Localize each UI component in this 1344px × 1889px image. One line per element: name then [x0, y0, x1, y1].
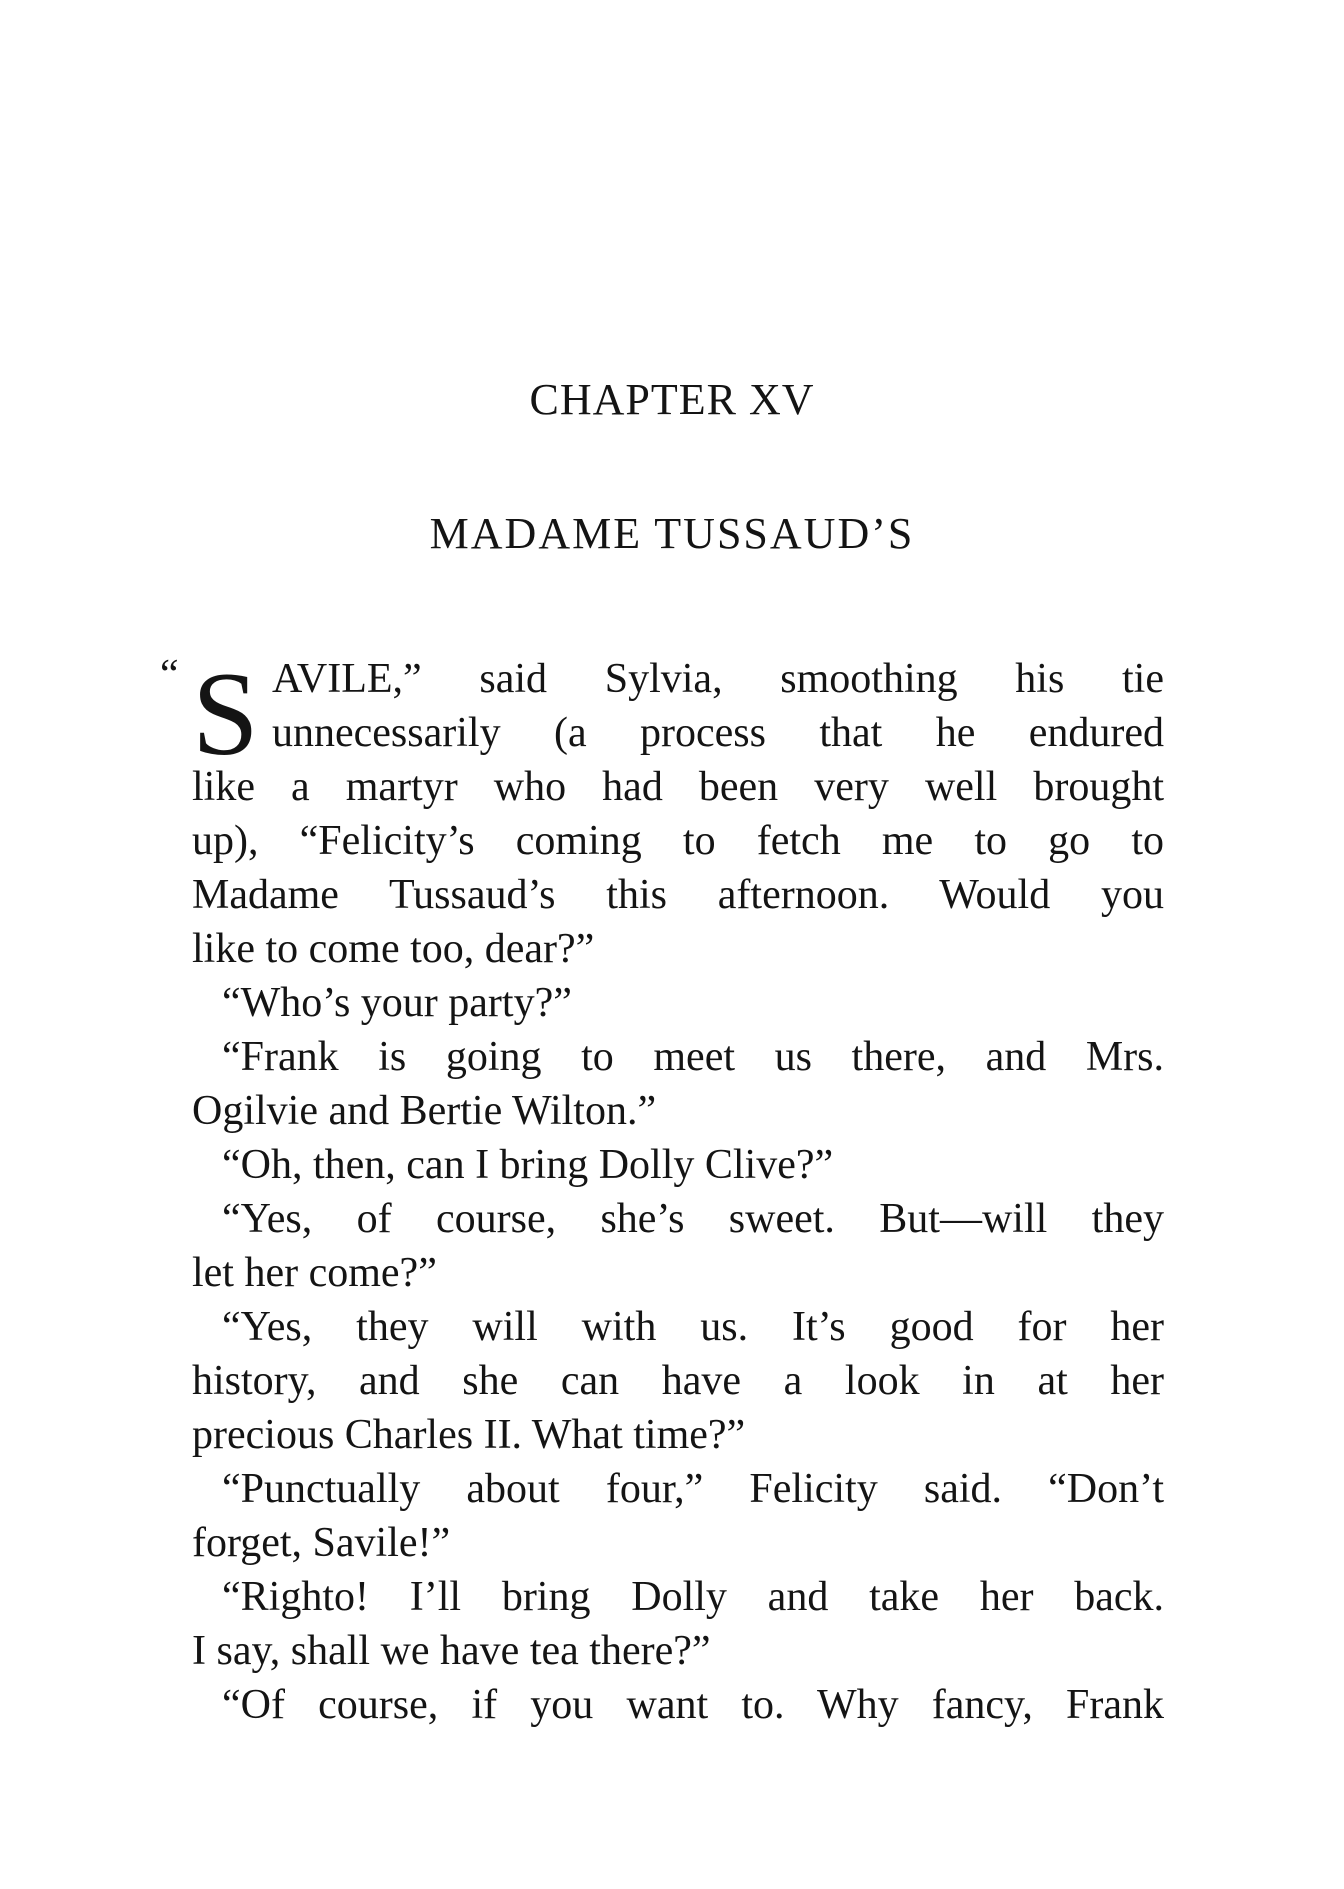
text-line-10: “Oh, then, can I bring Dolly Clive?” — [222, 1142, 834, 1188]
text-line-16: “Punctually about four,” Felicity said. “Don’t — [222, 1466, 1164, 1512]
text-line-2: unnecessarily (a process that he endured — [272, 710, 1164, 756]
text-line-20: “Of course, if you want to. Why fancy, Frank — [222, 1682, 1164, 1728]
text-line-19: I say, shall we have tea there?” — [192, 1628, 711, 1674]
text-line-14: history, and she can have a look in at her — [192, 1358, 1164, 1404]
drop-cap-open-quote: “ — [160, 652, 179, 698]
text-line-6: like to come too, dear?” — [192, 926, 595, 972]
text-line-3: like a martyr who had been very well brought — [192, 764, 1164, 810]
chapter-number: CHAPTER XV — [529, 375, 815, 424]
drop-cap-letter: S — [192, 647, 259, 780]
text-line-15: precious Charles II. What time?” — [192, 1412, 746, 1458]
text-line-7: “Who’s your party?” — [222, 980, 572, 1026]
text-line-17: forget, Savile!” — [192, 1520, 451, 1566]
text-line-13: “Yes, they will with us. It’s good for her — [222, 1304, 1164, 1350]
text-line-8: “Frank is going to meet us there, and Mrs. — [222, 1034, 1164, 1080]
text-line-4: up), “Felicity’s coming to fetch me to go to — [192, 818, 1164, 864]
text-line-12: let her come?” — [192, 1250, 437, 1296]
text-line-1: AVILE,” said Sylvia, smoothing his tie — [272, 656, 1164, 702]
text-line-18: “Righto! I’ll bring Dolly and take her back. — [222, 1574, 1164, 1620]
text-line-5: Madame Tussaud’s this afternoon. Would you — [192, 872, 1164, 918]
text-line-11: “Yes, of course, she’s sweet. But—will they — [222, 1196, 1164, 1242]
chapter-title: MADAME TUSSAUD’S — [429, 509, 915, 558]
text-line-9: Ogilvie and Bertie Wilton.” — [192, 1088, 657, 1134]
